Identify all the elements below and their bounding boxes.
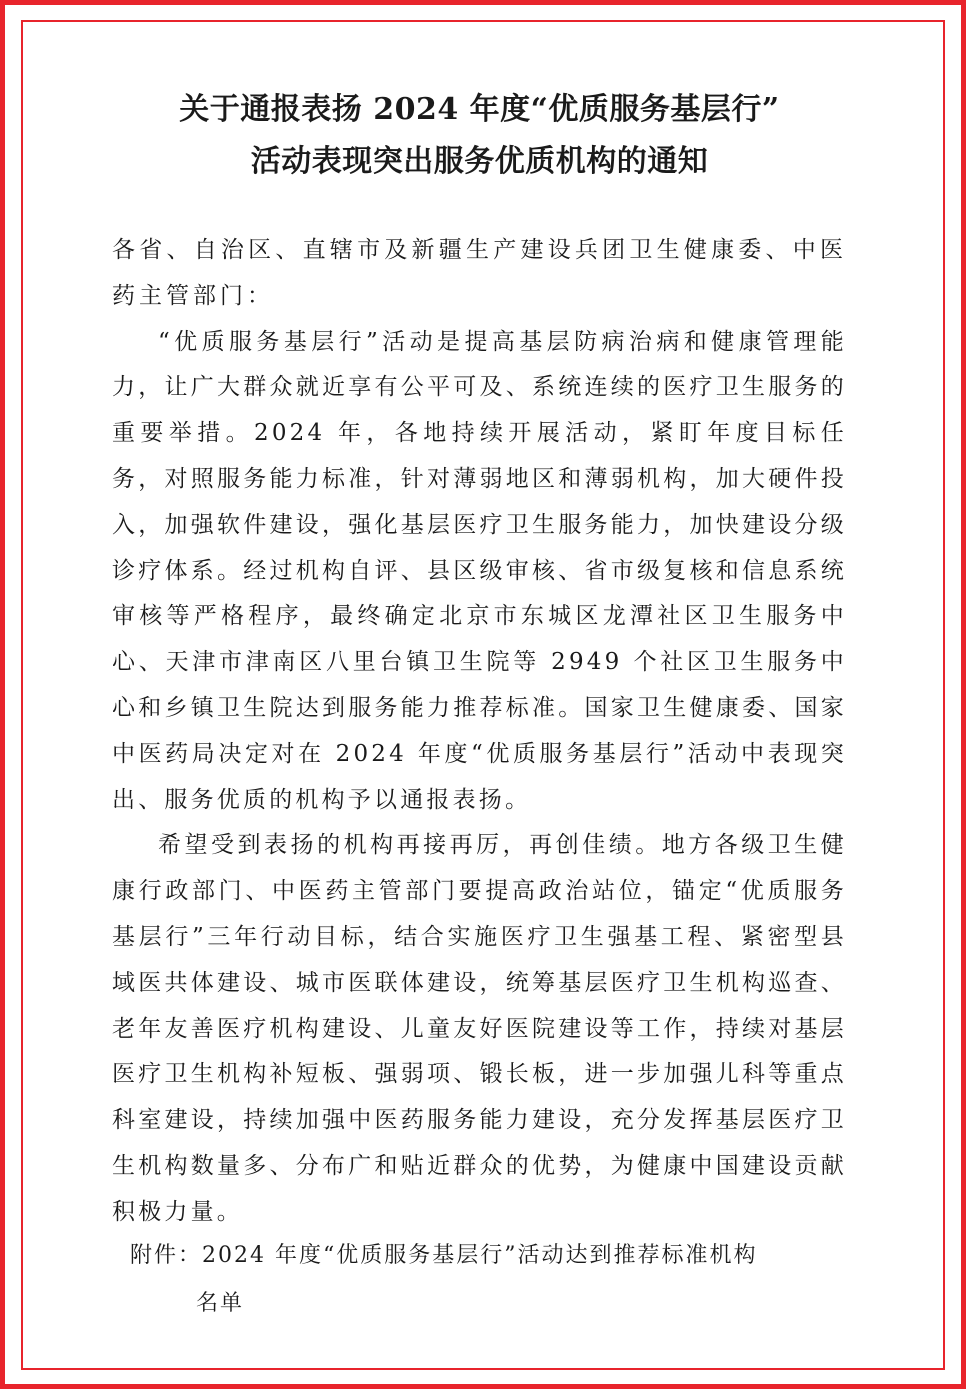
paragraph-2: 希望受到表扬的机构再接再厉，再创佳绩。地方各级卫生健康行政部门、中医药主管部门要提高政治站位，锚定“优质服务基层行”三年行动目标，结合实施医疗卫生强基工程、紧密型县域医共体建设、城市医联体建设，统筹基层医疗卫生机构巡查、老年友善医疗机构建设、儿童友好医院建设等工作，持续对基层医疗卫生机构补短板、强弱项、锻长板，进一步加强儿科等重点科室建设，持续加强中医药服务能力建设，充分发挥基层医疗卫生机构数量多、分布广和贴近群众的优势，为健康中国建设贡献积极力量。 (112, 832, 847, 1225)
title-line-1: 关于通报表扬 2024 年度“优质服务基层行” (179, 92, 780, 127)
attachment-note (130, 1232, 830, 1328)
notice-document (112, 84, 847, 1236)
document-title (112, 84, 847, 188)
attachment-line-1: 附件：2024 年度“优质服务基层行”活动达到推荐标准机构 (130, 1243, 758, 1268)
attachment-line-2: 名单 (196, 1291, 245, 1316)
title-line-2: 活动表现突出服务优质机构的通知 (250, 144, 709, 179)
salutation: 各省、自治区、直辖市及新疆生产建设兵团卫生健康委、中医药主管部门： (112, 237, 847, 309)
paragraph-1: “优质服务基层行”活动是提高基层防病治病和健康管理能力，让广大群众就近享有公平可及、系统连续的医疗卫生服务的重要举措。2024 年，各地持续开展活动，紧盯年度目标任务，对照服务能力标准，针对薄弱地区和薄弱机构，加大硬件投入，加强软件建设，强化基层医疗卫生服务能力，加快建设分级诊疗体系。经过机构自评、县区级审核、省市级复核和信息系统审核等严格程序，最终确定北京市东城区龙潭社区卫生服务中心、天津市津南区八里台镇卫生院等 2949 个社区卫生服务中心和乡镇卫生院达到服务能力推荐标准。国家卫生健康委、国家中医药局决定对在 2024 年度“优质服务基层行”活动中表现突出、服务优质的机构予以通报表扬。 (112, 328, 847, 813)
